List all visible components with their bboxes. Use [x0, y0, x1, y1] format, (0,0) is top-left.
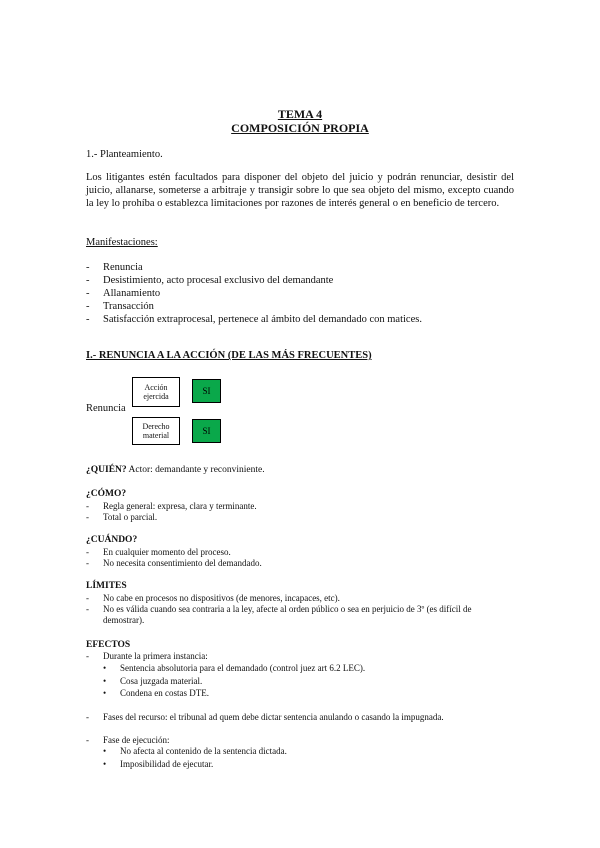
- manifestaciones-list: [86, 262, 516, 327]
- efectos-primera-items: [103, 663, 523, 701]
- list-item: - No necesita consentimiento del demandado.: [86, 558, 262, 568]
- list-item: - Durante la primera instancia:: [86, 651, 208, 661]
- quien-label: ¿QUIÉN?: [86, 465, 127, 475]
- efectos-primera: [86, 651, 526, 662]
- list-item-continuation: demostrar).: [103, 615, 145, 625]
- list-item: - Transacción: [86, 301, 154, 312]
- list-item: - No es válida cuando sea contraria a la ley, afecte al orden público o sea en perjuicio de 3º (es difícil de: [86, 604, 472, 614]
- list-item: • Imposibilidad de ejecutar.: [103, 758, 214, 769]
- list-item: - No cabe en procesos no dispositivos (de menores, incapaces, etc).: [86, 593, 340, 603]
- como-list: [86, 501, 516, 523]
- cuando-list: [86, 547, 516, 569]
- list-item: - Total o parcial.: [86, 512, 158, 522]
- si-badge-derecho: SI: [192, 419, 221, 443]
- list-item: - Allanamiento: [86, 288, 161, 299]
- list-item: • Cosa juzgada material.: [103, 675, 203, 686]
- planteamiento-heading: 1.- Planteamiento.: [86, 149, 163, 160]
- list-item: - Fases del recurso: el tribunal ad quem debe dictar sentencia anulando o casando la impugnada.: [86, 712, 444, 722]
- list-item: - Renuncia: [86, 262, 143, 273]
- list-item: - Desistimiento, acto procesal exclusivo del demandante: [86, 275, 334, 286]
- list-item: - Regla general: expresa, clara y terminante.: [86, 501, 257, 511]
- doc-title-line1: TEMA 4: [277, 107, 323, 121]
- list-item: - Satisfacción extraprocesal, pertenece al ámbito del demandado con matices.: [86, 314, 422, 325]
- list-item: - Fase de ejecución:: [86, 735, 170, 745]
- efectos-recurso: [86, 712, 526, 723]
- list-item: • Condena en costas DTE.: [103, 688, 209, 698]
- derecho-material-box: Derecho material: [132, 417, 180, 445]
- renuncia-heading: I.- RENUNCIA A LA ACCIÓN (DE LAS MÁS FRECUENTES): [86, 350, 372, 361]
- efectos-label: EFECTOS: [86, 640, 131, 650]
- quien-text: Actor: demandante y reconviniente.: [126, 465, 265, 475]
- efectos-ejecucion-items: [103, 746, 523, 771]
- list-item: - En cualquier momento del proceso.: [86, 547, 231, 557]
- limites-label: LÍMITES: [86, 581, 127, 591]
- manifestaciones-label: Manifestaciones:: [86, 237, 158, 248]
- como-label: ¿CÓMO?: [86, 489, 127, 499]
- doc-title-line2: COMPOSICIÓN PROPIA: [231, 121, 369, 135]
- accion-ejercida-box: Acción ejercida: [132, 377, 180, 407]
- efectos-ejecucion: [86, 735, 526, 746]
- limites-list: [86, 593, 526, 626]
- list-item: • No afecta al contenido de la sentencia dictada.: [103, 746, 287, 756]
- renuncia-label: Renuncia: [86, 403, 126, 414]
- quien-line: [86, 465, 265, 476]
- si-badge-accion: SI: [192, 379, 221, 403]
- cuando-label: ¿CUÁNDO?: [86, 535, 138, 545]
- planteamiento-paragraph: Los litigantes estén facultados para disponer del objeto del juicio y podrán renunciar, desistir del juicio, allanarse, someterse a arbitraje y transigir sobre lo que sea objeto del mismo, excepto cuando la ley lo prohíba o establezca limitaciones por razones de interés general o en beneficio de tercero.: [86, 172, 514, 209]
- list-item: • Sentencia absolutoria para el demandado (control juez art 6.2 LEC).: [103, 663, 366, 673]
